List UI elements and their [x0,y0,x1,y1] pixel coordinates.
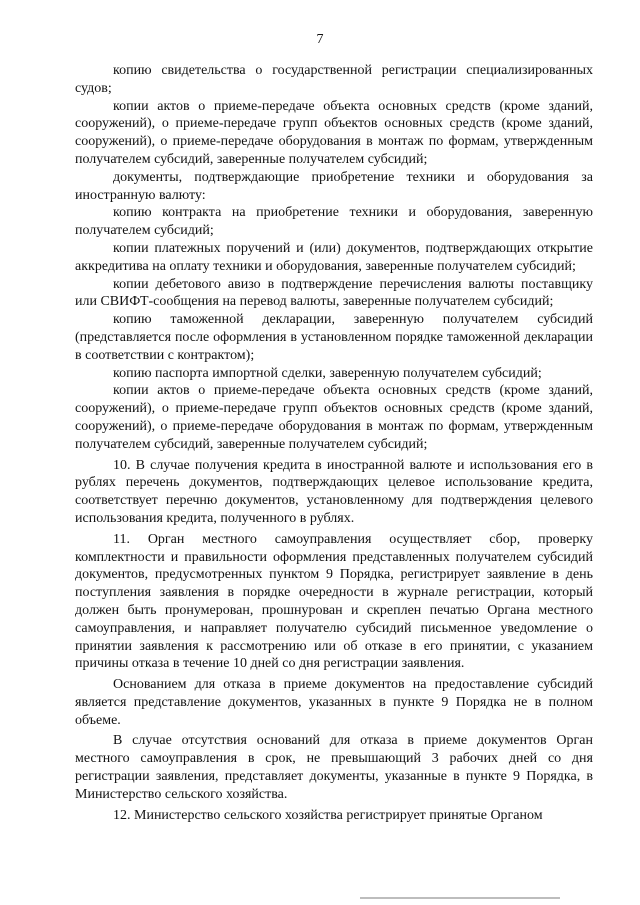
paragraph: копию свидетельства о государственной регистрации специализированных судов; [75,63,593,96]
document-body [75,62,593,824]
paragraph: документы, подтверждающие приобретение техники и оборудования за иностранную валюту: [75,169,593,203]
paragraph: копии актов о приеме-передаче объекта основных средств (кроме зданий, сооружений), о приеме-передаче групп объектов основных средств (кроме зданий, сооружений), о приеме-передаче оборудования в монтаж по формам, утвержденным получателем субсидий, заверенные получателем субсидий; [75,383,593,452]
page-number: 7 [316,32,324,47]
paragraph: копию контракта на приобретение техники и оборудования, заверенную получателем субсидий; [75,205,593,239]
paragraph: копии платежных поручений и (или) документов, подтверждающих открытие аккредитива на оплату техники и оборудования, заверенные получателем субсидий; [75,240,593,274]
paragraph-clause-12: 12. Министерство сельского хозяйства регистрирует принятые Органом [113,807,543,823]
paragraph: В случае отсутствия оснований для отказа в приеме документов Орган местного самоуправления в срок, не превышающий 3 рабочих дней со дня регистрации заявления, представляет документы, указанные в пункте 9 Порядка, в Министерство сельского хозяйства. [75,733,593,802]
paragraph: копии актов о приеме-передаче объекта основных средств (кроме зданий, сооружений), о приеме-передаче групп объектов основных средств (кроме зданий, сооружений), о приеме-передаче оборудования в монтаж по формам, утвержденным получателем субсидий, заверенные получателем субсидий; [75,98,593,167]
paragraph: копию паспорта импортной сделки, заверенную получателем субсидий; [113,365,542,381]
scan-edge-mark [360,897,560,899]
paragraph: копию таможенной декларации, заверенную получателем субсидий (представляется после оформления в установленном порядке таможенной декларации в соответствии с контрактом); [75,312,593,363]
paragraph: копии дебетового авизо в подтверждение перечисления валюты поставщику или СВИФТ-сообщения на перевод валюты, заверенные получателем субсидий; [75,276,593,310]
paragraph-clause-10: 10. В случае получения кредита в иностранной валюте и использования его в рублях перечень документов, подтверждающих целевое использование кредита, соответствует перечню документов, установленному для подтверждения целевого использования кредита, полученного в рублях. [75,457,593,526]
paragraph: Основанием для отказа в приеме документов на предоставление субсидий является представление документов, указанных в пункте 9 Порядка не в полном объеме. [75,677,593,728]
paragraph-clause-11: 11. Орган местного самоуправления осуществляет сбор, проверку комплектности и правильности оформления представленных получателем субсидий документов, предусмотренных пунктом 9 Порядка, регистрирует заявление в день поступления заявления в порядке очередности в журнале регистрации, который должен быть пронумерован, прошнурован и скреплен печатью Органа местного самоуправления, и направляет получателю субсидий письменное уведомление о принятии заявления к рассмотрению или об отказе в его принятии, с указанием причины отказа в течение 10 дней со дня регистрации заявления. [75,531,593,672]
